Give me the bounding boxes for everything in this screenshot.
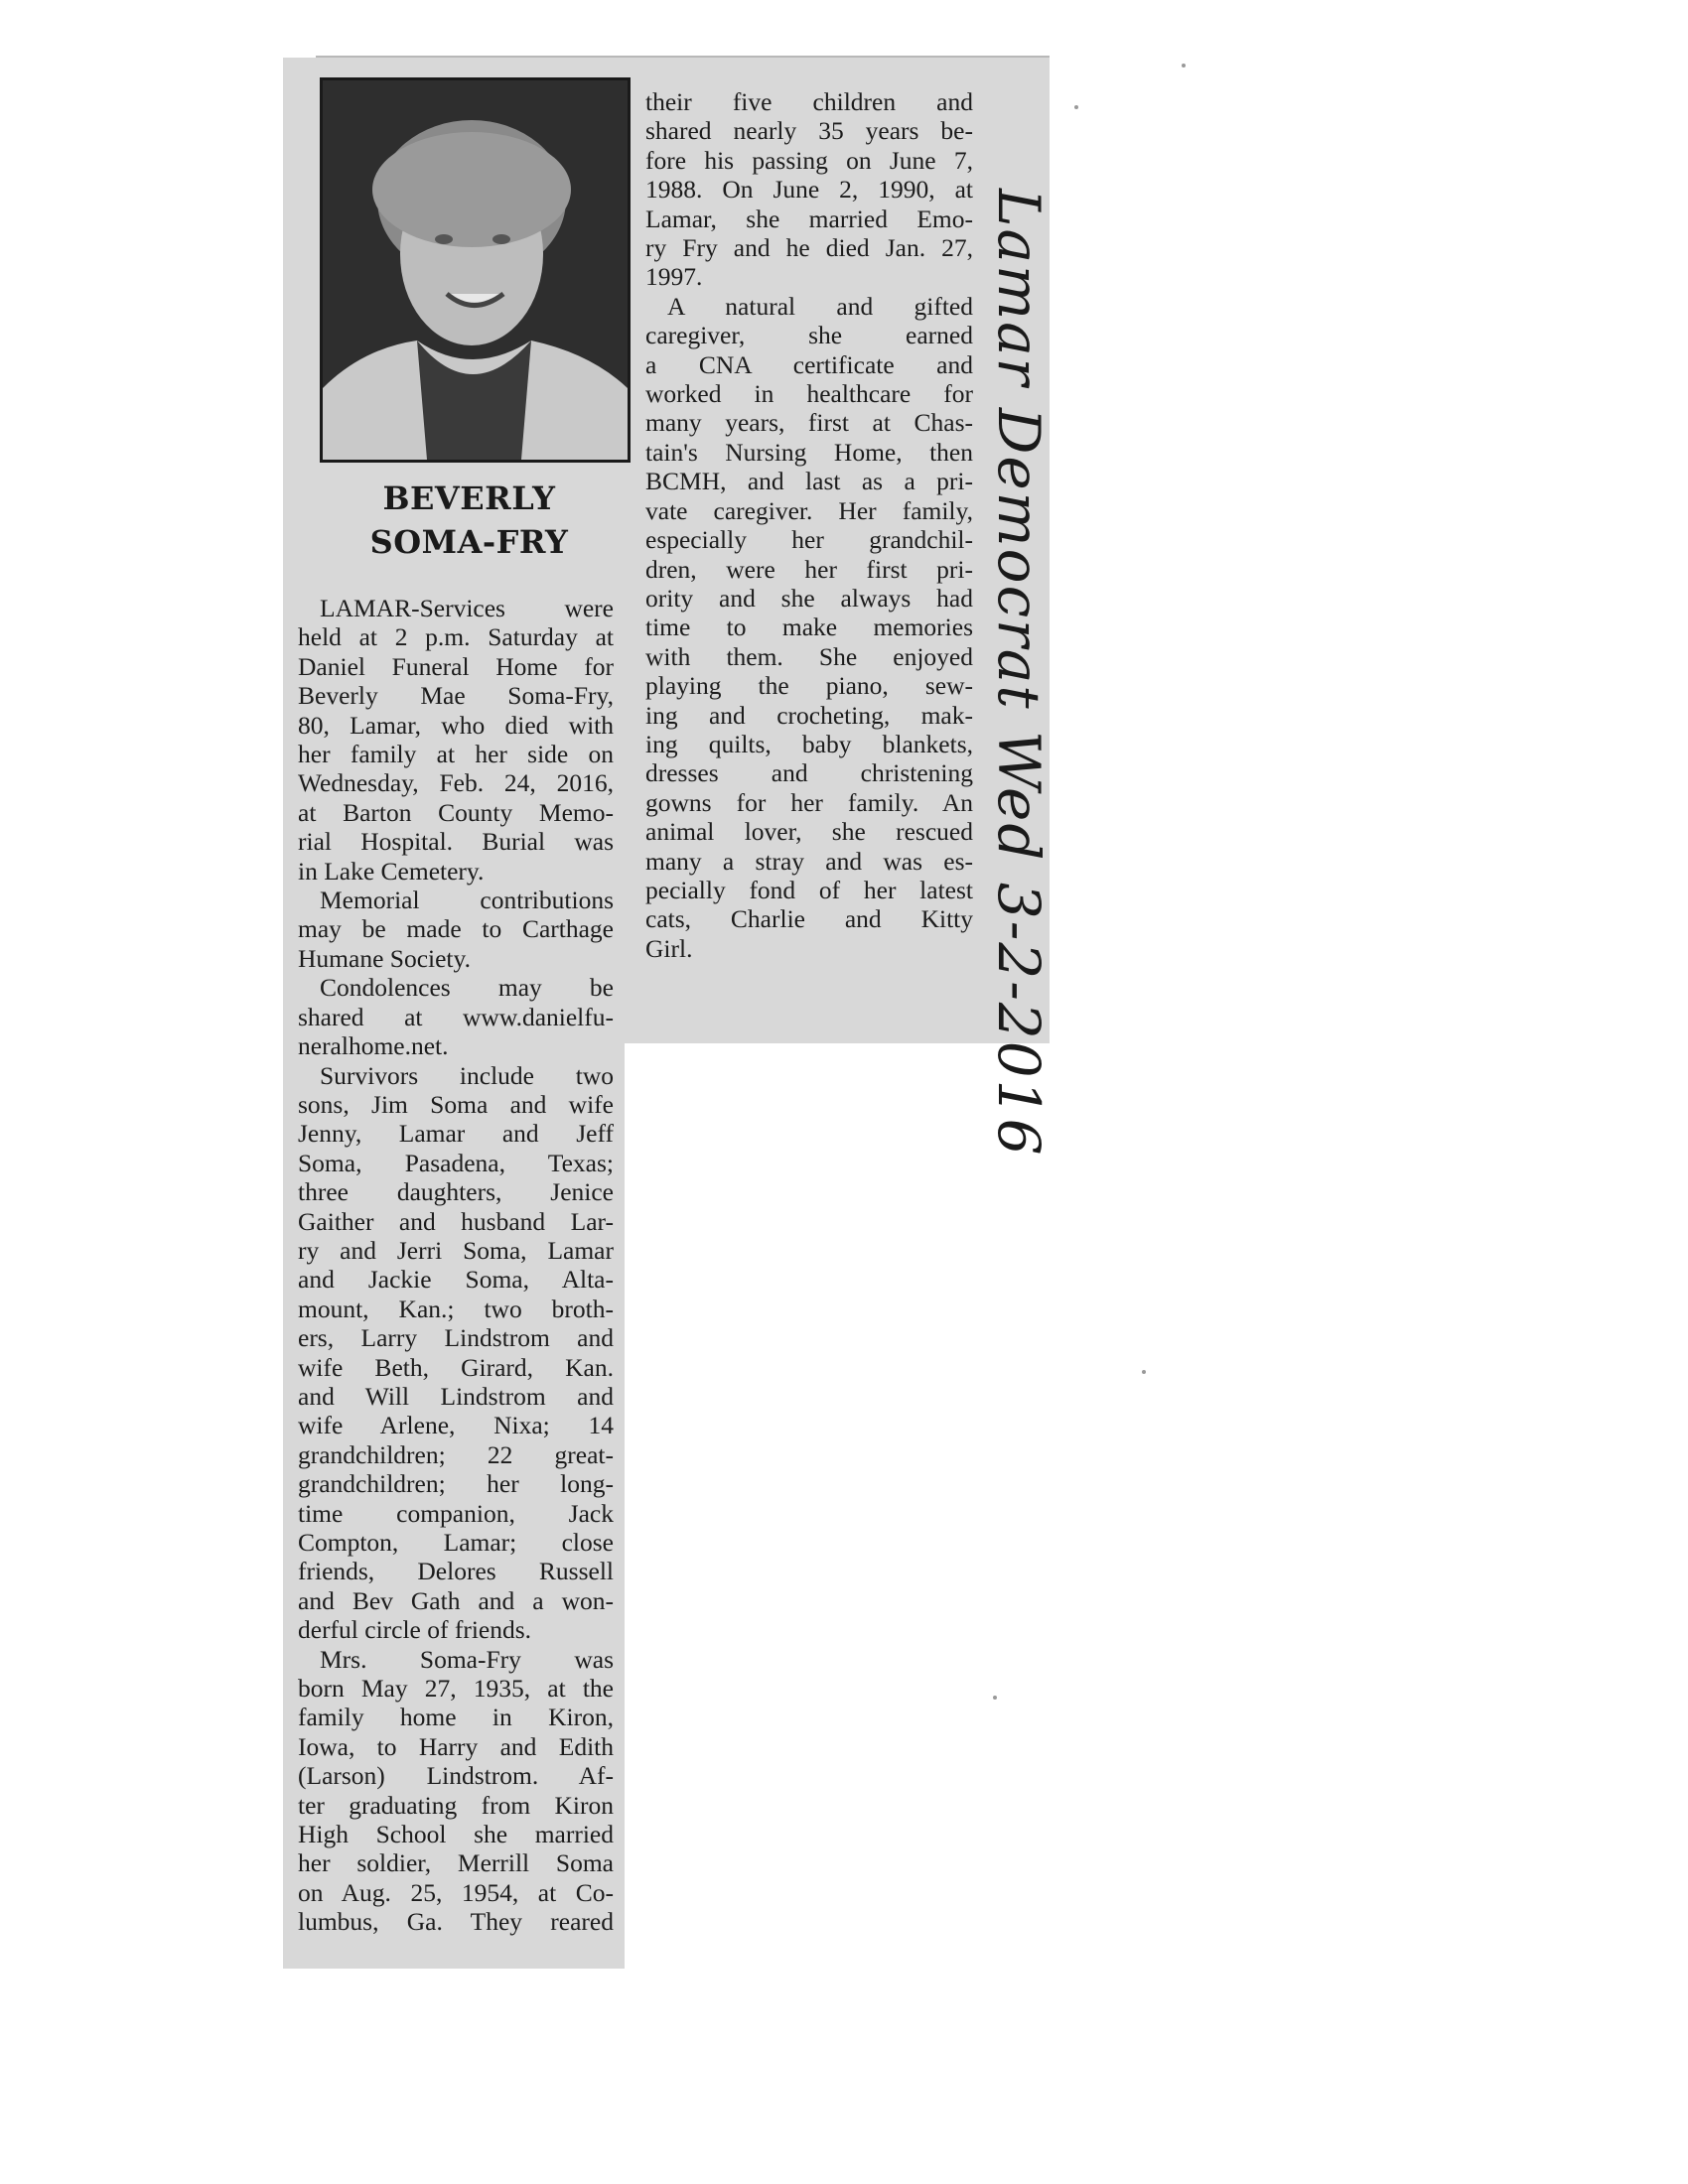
text-line: time to make memories <box>645 613 973 642</box>
text-line: (Larson) Lindstrom. Af- <box>298 1761 614 1791</box>
text-line: animal lover, she rescued <box>645 817 973 847</box>
text-line: at Barton County Memo- <box>298 797 614 827</box>
portrait-photo <box>320 77 631 463</box>
text-line: ry and Jerri Soma, Lamar <box>298 1235 614 1265</box>
text-line: Iowa, to Harry and Edith <box>298 1731 614 1761</box>
text-line: grandchildren; her long- <box>298 1469 614 1499</box>
text-line: playing the piano, sew- <box>645 671 973 701</box>
text-line: Survivors include two <box>320 1060 614 1090</box>
text-line: grandchildren; 22 great- <box>298 1439 614 1469</box>
text-line: 80, Lamar, who died with <box>298 710 614 740</box>
text-line: in Lake Cemetery. <box>298 856 485 886</box>
text-line: and Will Lindstrom and <box>298 1381 614 1411</box>
text-line: wife Arlene, Nixa; 14 <box>298 1411 614 1440</box>
text-line: ing quilts, baby blankets, <box>645 729 973 758</box>
text-line: Mrs. Soma-Fry was <box>320 1644 614 1674</box>
text-line: LAMAR-Services were <box>320 594 614 622</box>
text-line: A natural and gifted <box>667 291 973 321</box>
text-line: gowns for her family. An <box>645 787 973 817</box>
text-line: Condolences may be <box>320 973 614 1003</box>
text-line: ing and crocheting, mak- <box>645 700 973 730</box>
text-line: lumbus, Ga. They reared <box>298 1907 614 1937</box>
text-line: Beverly Mae Soma-Fry, <box>298 681 614 711</box>
text-line: wife Beth, Girard, Kan. <box>298 1352 614 1382</box>
text-line: neralhome.net. <box>298 1031 449 1061</box>
obituary-text-left-column <box>298 594 614 1937</box>
text-line: with them. She enjoyed <box>645 641 973 671</box>
text-line: 1988. On June 2, 1990, at <box>645 175 973 205</box>
text-line: cats, Charlie and Kitty <box>645 904 973 934</box>
text-line: born May 27, 1935, at the <box>298 1674 614 1704</box>
text-line: rial Hospital. Burial was <box>298 827 614 857</box>
text-line: many a stray and was es- <box>645 846 973 876</box>
scan-speck <box>1142 1370 1146 1374</box>
text-line: Daniel Funeral Home for <box>298 651 614 681</box>
text-line: a CNA certificate and <box>645 349 973 379</box>
text-line: ers, Larry Lindstrom and <box>298 1323 614 1353</box>
text-line: 1997. <box>645 262 703 292</box>
text-line: Jenny, Lamar and Jeff <box>298 1119 614 1149</box>
text-line: Wednesday, Feb. 24, 2016, <box>298 768 614 798</box>
text-line: Girl. <box>645 933 693 963</box>
text-line: Memorial contributions <box>320 886 614 915</box>
text-line: High School she married <box>298 1820 614 1849</box>
scan-speck <box>993 1696 997 1700</box>
obituary-headline <box>298 477 640 564</box>
text-line: Compton, Lamar; close <box>298 1528 614 1557</box>
text-line: Gaither and husband Lar- <box>298 1206 614 1236</box>
text-line: held at 2 p.m. Saturday at <box>298 622 614 652</box>
text-line: caregiver, she earned <box>645 321 973 350</box>
scan-speck <box>1074 105 1078 109</box>
headline-line-2: SOMA-FRY <box>369 523 569 561</box>
text-line: derful circle of friends. <box>298 1615 532 1645</box>
text-line: dren, were her first pri- <box>645 554 973 584</box>
obituary-text-right-column <box>645 87 973 963</box>
text-line: worked in healthcare for <box>645 379 973 409</box>
text-line: shared nearly 35 years be- <box>645 116 973 146</box>
text-line: dresses and christening <box>645 758 973 788</box>
scan-speck <box>1182 64 1186 68</box>
handwritten-note: Lamar Democrat Wed 3-2-2016 <box>985 189 1053 1158</box>
text-line: especially her grandchil- <box>645 525 973 555</box>
text-line: BCMH, and last as a pri- <box>645 467 973 496</box>
text-line: may be made to Carthage <box>298 914 614 944</box>
text-line: sons, Jim Soma and wife <box>298 1089 614 1119</box>
text-line: and Bev Gath and a won- <box>298 1585 614 1615</box>
text-line: ority and she always had <box>645 583 973 613</box>
text-line: Humane Society. <box>298 943 471 973</box>
text-line: Soma, Pasadena, Texas; <box>298 1148 614 1177</box>
text-line: her family at her side on <box>298 740 614 769</box>
text-line: ter graduating from Kiron <box>298 1790 614 1820</box>
headline-line-1: BEVERLY <box>382 479 556 517</box>
text-line: fore his passing on June 7, <box>645 145 973 175</box>
text-line: and Jackie Soma, Alta- <box>298 1265 614 1295</box>
text-line: friends, Delores Russell <box>298 1557 614 1586</box>
text-line: time companion, Jack <box>298 1498 614 1528</box>
text-line: many years, first at Chas- <box>645 408 973 438</box>
text-line: shared at www.danielfu- <box>298 1002 614 1031</box>
text-line: mount, Kan.; two broth- <box>298 1294 614 1323</box>
text-line: ry Fry and he died Jan. 27, <box>645 233 973 263</box>
text-line: on Aug. 25, 1954, at Co- <box>298 1877 614 1907</box>
text-line: Lamar, she married Emo- <box>645 204 973 233</box>
text-line: pecially fond of her latest <box>645 875 973 904</box>
text-line: tain's Nursing Home, then <box>645 437 973 467</box>
text-line: three daughters, Jenice <box>298 1177 614 1207</box>
text-line: vate caregiver. Her family, <box>645 495 973 525</box>
text-line: their five children and <box>645 87 973 116</box>
text-line: her soldier, Merrill Soma <box>298 1848 614 1878</box>
text-line: family home in Kiron, <box>298 1703 614 1732</box>
